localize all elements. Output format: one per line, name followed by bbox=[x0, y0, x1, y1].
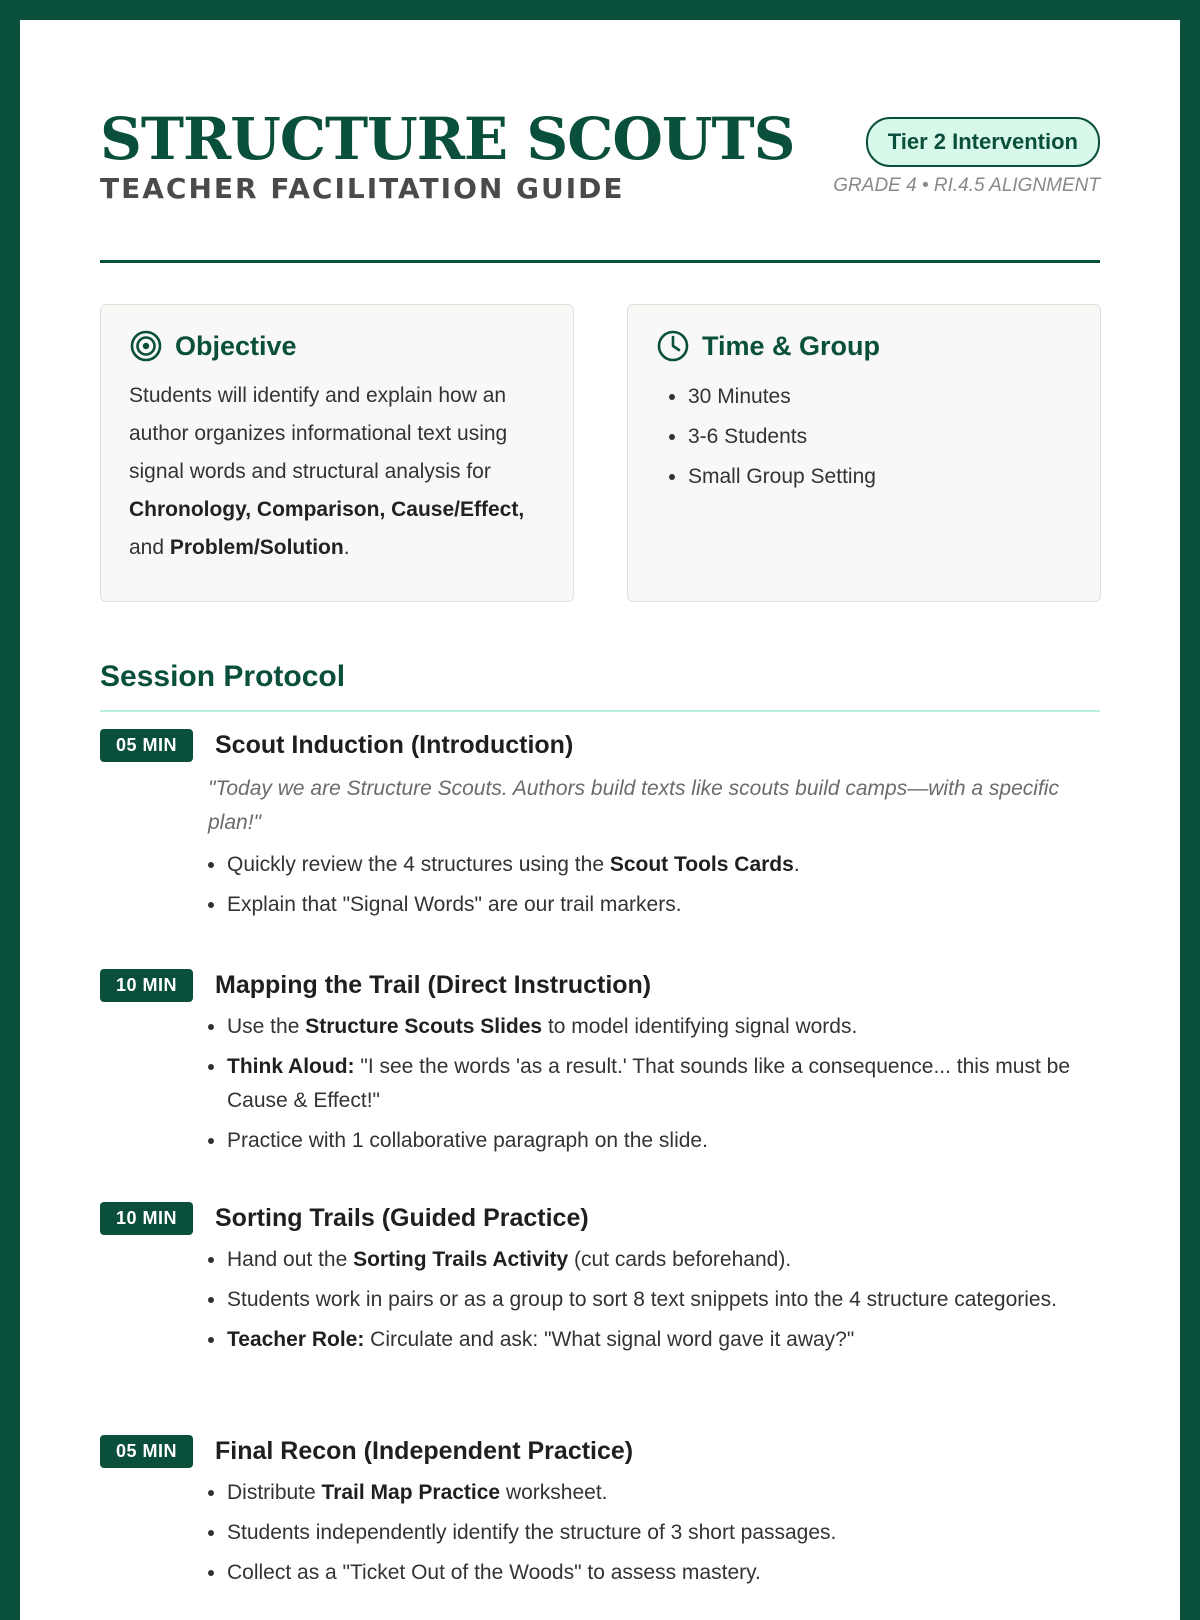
list-item: • Use the Structure Scouts Slides to model identifying signal words. bbox=[227, 1010, 1100, 1044]
page-header bbox=[100, 105, 1100, 205]
step-bullets bbox=[100, 1010, 1100, 1158]
clock-icon bbox=[656, 329, 690, 363]
list-item: • 3-6 Students bbox=[688, 417, 1072, 457]
protocol-step-1 bbox=[100, 728, 1100, 928]
header-divider bbox=[100, 260, 1100, 263]
objective-card bbox=[100, 304, 574, 602]
step-title: Mapping the Trail (Direct Instruction) bbox=[215, 970, 652, 999]
step-bullets bbox=[100, 1243, 1100, 1357]
protocol-step-3 bbox=[100, 1201, 1100, 1363]
target-icon bbox=[129, 329, 163, 363]
list-item: • Quickly review the 4 structures using the Scout Tools Cards. bbox=[227, 848, 1100, 882]
time-group-card bbox=[627, 304, 1101, 602]
time-group-list bbox=[656, 377, 1072, 497]
session-protocol-heading: Session Protocol bbox=[100, 660, 346, 693]
protocol-step-4 bbox=[100, 1434, 1100, 1596]
step-title: Sorting Trails (Guided Practice) bbox=[215, 1203, 589, 1232]
objective-text: Students will identify and explain how an author organizes informational text using signal words and structural analysis for Chronology, Comparison, Cause/Effect, and Problem/Solution. bbox=[129, 384, 525, 559]
step-quote: "Today we are Structure Scouts. Authors build texts like scouts build camps—with a specific plan!" bbox=[208, 777, 1059, 834]
page-title: STRUCTURE SCOUTS bbox=[100, 105, 795, 173]
grade-alignment: GRADE 4 • RI.4.5 ALIGNMENT bbox=[833, 175, 1100, 196]
time-group-title: Time & Group bbox=[702, 330, 881, 361]
list-item: • Students independently identify the structure of 3 short passages. bbox=[227, 1516, 1100, 1550]
list-item: • 30 Minutes bbox=[688, 377, 1072, 417]
list-item: • Think Aloud: "I see the words 'as a result.' That sounds like a consequence... this must be Cause & Effect!" bbox=[227, 1050, 1100, 1118]
list-item: • Explain that "Signal Words" are our trail markers. bbox=[227, 888, 1100, 922]
time-badge: 10 MIN bbox=[100, 1202, 193, 1235]
time-badge: 05 MIN bbox=[100, 1435, 193, 1468]
objective-title: Objective bbox=[175, 330, 297, 361]
guide-page bbox=[20, 20, 1180, 1620]
step-bullets bbox=[100, 848, 1100, 922]
list-item: • Hand out the Sorting Trails Activity (cut cards beforehand). bbox=[227, 1243, 1100, 1277]
tier-badge: Tier 2 Intervention bbox=[866, 117, 1100, 167]
list-item: • Teacher Role: Circulate and ask: "What signal word gave it away?" bbox=[227, 1323, 1100, 1357]
step-bullets bbox=[100, 1476, 1100, 1590]
step-title: Scout Induction (Introduction) bbox=[215, 730, 574, 759]
list-item: • Distribute Trail Map Practice worksheet. bbox=[227, 1476, 1100, 1510]
list-item: • Students work in pairs or as a group to sort 8 text snippets into the 4 structure categories. bbox=[227, 1283, 1100, 1317]
list-item: • Practice with 1 collaborative paragraph on the slide. bbox=[227, 1124, 1100, 1158]
section-divider bbox=[100, 710, 1100, 712]
time-badge: 05 MIN bbox=[100, 729, 193, 762]
list-item: • Collect as a "Ticket Out of the Woods" to assess mastery. bbox=[227, 1556, 1100, 1590]
protocol-step-2 bbox=[100, 968, 1100, 1164]
list-item: • Small Group Setting bbox=[688, 457, 1072, 497]
time-badge: 10 MIN bbox=[100, 969, 193, 1002]
step-title: Final Recon (Independent Practice) bbox=[215, 1436, 634, 1465]
page-subtitle: TEACHER FACILITATION GUIDE bbox=[100, 172, 625, 205]
